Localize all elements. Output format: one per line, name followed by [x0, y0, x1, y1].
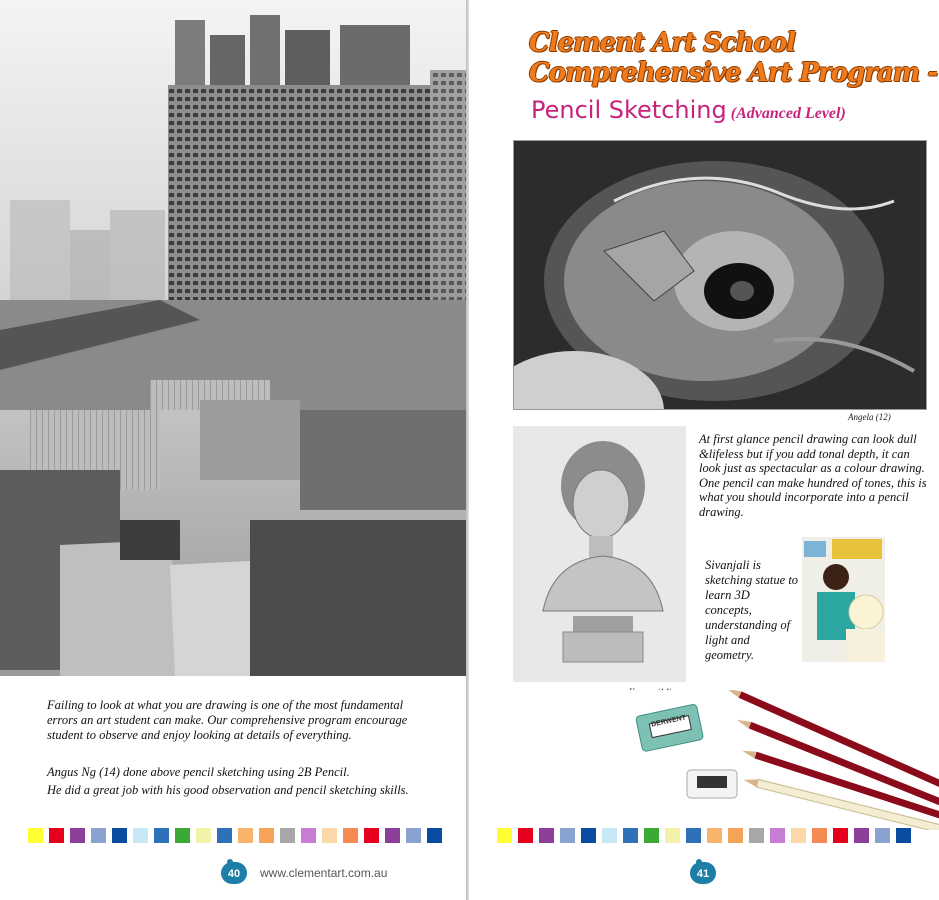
page-number-right: 41: [690, 862, 716, 884]
color-swatch: [322, 828, 337, 843]
color-swatch: [875, 828, 890, 843]
left-credit-line-2: He did a great job with his good observation and pencil sketching skills.: [47, 783, 409, 797]
title-line-2: Comprehensive Art Program -: [529, 58, 938, 88]
color-strip-left: [28, 828, 442, 844]
student-caption: Sivanjali is sketching statue to learn 3D concepts, understanding of light and geometry.: [705, 558, 799, 662]
right-page: [469, 0, 939, 900]
left-caption: Failing to look at what you are drawing is one of the most fundamental errors an art student can make. Our comprehensive program encourage student to observe and enjoy looking at details of everything.: [47, 698, 408, 742]
bust-sketch-artwork: [513, 426, 686, 682]
color-swatch: [133, 828, 148, 843]
color-swatch: [623, 828, 638, 843]
color-swatch: [497, 828, 512, 843]
color-swatch: [749, 828, 764, 843]
color-swatch: [602, 828, 617, 843]
color-swatch: [301, 828, 316, 843]
color-swatch: [175, 828, 190, 843]
color-swatch: [238, 828, 253, 843]
color-swatch: [539, 828, 554, 843]
color-swatch: [581, 828, 596, 843]
color-swatch: [728, 828, 743, 843]
city-sketch-artwork: [0, 0, 467, 676]
color-swatch: [70, 828, 85, 843]
color-swatch: [665, 828, 680, 843]
left-page: [0, 0, 467, 900]
body-text: At first glance pencil drawing can look dull &lifeless but if you add tonal depth, it can look just as spectacular as a colour drawing. One pencil can make hundred of tones, this is what you should incorporate into a pencil drawing.: [699, 432, 927, 519]
color-swatch: [560, 828, 575, 843]
student-photo: [802, 537, 885, 662]
color-swatch: [217, 828, 232, 843]
color-swatch: [385, 828, 400, 843]
color-swatch: [791, 828, 806, 843]
color-swatch: [518, 828, 533, 843]
color-swatch: [364, 828, 379, 843]
eraser-brand-label: DERWENT: [650, 714, 687, 729]
color-swatch: [154, 828, 169, 843]
page-number-left: 40: [221, 862, 247, 884]
color-swatch: [91, 828, 106, 843]
color-swatch: [343, 828, 358, 843]
color-swatch: [196, 828, 211, 843]
left-credit-line-1: Angus Ng (14) done above pencil sketching using 2B Pencil.: [47, 765, 350, 779]
color-swatch: [686, 828, 701, 843]
color-swatch: [112, 828, 127, 843]
color-swatch: [49, 828, 64, 843]
color-swatch: [280, 828, 295, 843]
subtitle: [531, 96, 846, 124]
title-line-1: Clement Art School: [529, 28, 796, 58]
turtle-artist-credit: Angela (12): [848, 412, 891, 422]
color-swatch: [707, 828, 722, 843]
color-swatch: [427, 828, 442, 843]
pencils-and-erasers-photo: [629, 690, 939, 830]
color-swatch: [259, 828, 274, 843]
color-swatch: [896, 828, 911, 843]
color-swatch: [812, 828, 827, 843]
color-swatch: [406, 828, 421, 843]
turtle-sketch-artwork: [513, 140, 927, 410]
subtitle-main: Pencil Sketching: [531, 96, 727, 124]
website-url[interactable]: www.clementart.com.au: [260, 866, 388, 880]
color-swatch: [644, 828, 659, 843]
color-swatch: [770, 828, 785, 843]
subtitle-level: (Advanced Level): [730, 105, 846, 122]
color-swatch: [28, 828, 43, 843]
color-swatch: [854, 828, 869, 843]
color-strip-right: [497, 828, 911, 844]
color-swatch: [833, 828, 848, 843]
